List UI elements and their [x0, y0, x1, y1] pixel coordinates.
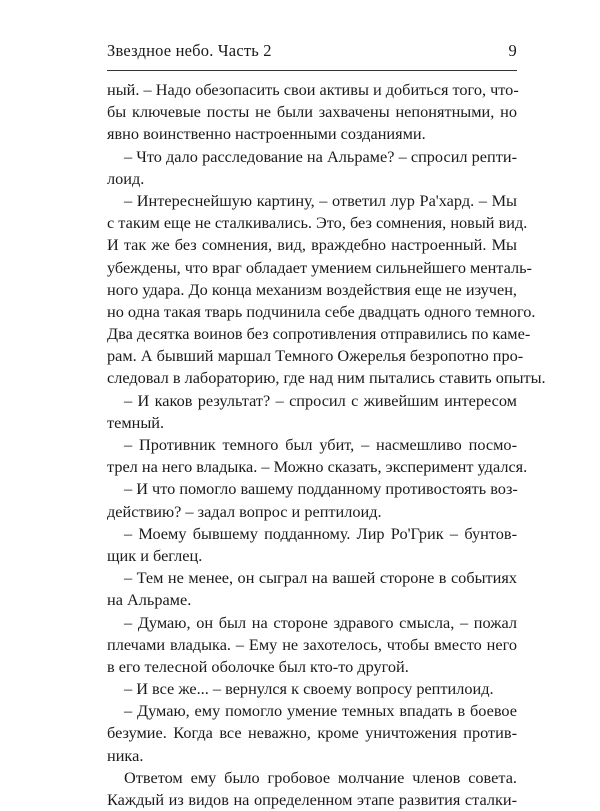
header-divider: [107, 70, 517, 71]
text-line: Каждый из видов на определенном этапе развития сталки-: [107, 790, 517, 809]
text-line: действию? – задал вопрос и рептилоид.: [107, 501, 382, 521]
text-line: с таким еще не сталкивались. Это, без сомнения, новый вид.: [107, 213, 528, 233]
text-line: Два десятка воинов без сопротивления отправились по каме-: [107, 324, 531, 344]
text-line: ный. – Надо обезопасить свои активы и добиться того, что-: [107, 80, 519, 99]
text-line: – Думаю, он был на стороне здравого смысла, – пожал: [124, 612, 517, 632]
text-line: на Альраме.: [107, 590, 192, 610]
text-line: трел на него владыка. – Можно сказать, эксперимент удался.: [107, 457, 528, 477]
text-line: безумие. Когда все неважно, кроме уничтожения против-: [107, 723, 517, 743]
text-line: Ответом ему было гробовое молчание членов совета.: [124, 767, 517, 787]
text-line: плечами владыка. – Ему не захотелось, чтобы вместо него: [107, 634, 517, 654]
text-line: – Моему бывшему подданному. Лир Ро'Грик – бунтов-: [124, 523, 517, 543]
body-text: [107, 79, 546, 811]
text-line: в его телесной оболочке был кто-то другой.: [107, 656, 409, 676]
running-title: Звездное небо. Часть 2: [107, 41, 272, 60]
text-line: ного удара. До конца механизм воздействия еще не изучен,: [107, 279, 517, 299]
text-line: лоид.: [107, 168, 145, 188]
text-line: убеждены, что враг обладает умением сильнейшего менталь-: [107, 257, 532, 277]
text-line: бы ключевые посты не были захвачены непонятными, но: [107, 102, 517, 122]
text-line: – И все же... – вернулся к своему вопросу рептилоид.: [124, 679, 494, 699]
text-line: следовал в лабораторию, где над ним пытались ставить опыты.: [107, 368, 546, 388]
text-line: – И каков результат? – спросил с живейшим интересом: [124, 390, 517, 410]
text-line: И так же без сомнения, вид, враждебно настроенный. Мы: [107, 235, 517, 255]
text-line: – И что помогло вашему подданному противостоять воз-: [124, 479, 518, 499]
text-line: – Тем не менее, он сыграл на вашей стороне в событиях: [124, 568, 517, 588]
text-line: – Что дало расследование на Альраме? – спросил репти-: [124, 146, 517, 166]
text-line: – Думаю, ему помогло умение темных впадать в боевое: [124, 701, 517, 721]
text-line: – Противник темного был убит, – насмешливо посмо-: [124, 435, 517, 454]
text-line: – Интереснейшую картину, – ответил лур Ра'хард. – Мы: [124, 190, 517, 210]
running-header: [107, 40, 517, 62]
text-line: щик и беглец.: [107, 545, 203, 565]
text-line: темный.: [107, 412, 165, 432]
page-number: 9: [508, 41, 517, 60]
text-line: но одна такая тварь подчинила себе двадцать одного темного.: [107, 301, 536, 321]
text-line: ника.: [107, 745, 144, 765]
text-line: рам. А бывший маршал Темного Ожерелья безропотно про-: [107, 346, 524, 366]
text-line: явно воинственно настроенными созданиями.: [107, 124, 426, 144]
